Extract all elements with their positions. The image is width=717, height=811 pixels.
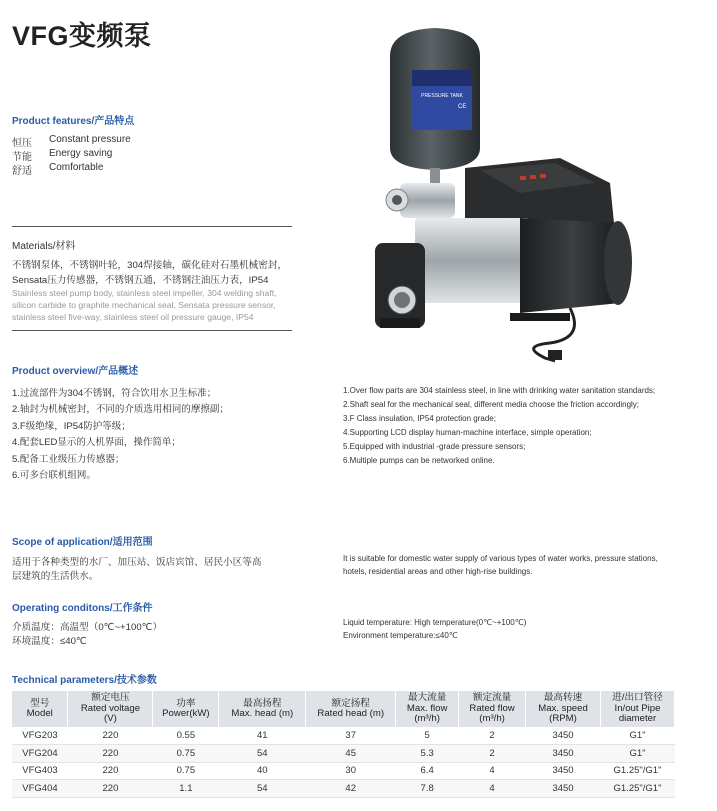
params-table	[12, 691, 675, 798]
scope-cn-line: 适用于各种类型的水厂、加压站、饭店宾馆、居民小区等高	[12, 557, 262, 568]
scope-en-line: It is suitable for domestic water supply of various types of water works, pressure stations,	[343, 554, 658, 563]
feature-cn: 节能	[12, 152, 32, 163]
column-header: 最大流量 Max. flow (m³/h)	[396, 691, 459, 727]
svg-text:CE: CE	[458, 104, 467, 110]
overview-en-item: 3.F Class insulation, IP54 protection grade;	[343, 414, 496, 423]
column-header: 最高转速 Max. speed (RPM)	[526, 691, 601, 727]
cell: G1.25"/G1"	[600, 780, 674, 798]
cell: G1.25"/G1"	[600, 762, 674, 780]
cell: 2	[459, 745, 526, 763]
overview-heading: Product overview/产品概述	[12, 366, 139, 377]
operating-cn-line: 环境温度：≤40℃	[12, 636, 87, 647]
feature-en: Energy saving	[49, 148, 113, 159]
feature-en: Constant pressure	[49, 134, 131, 145]
table-row	[12, 780, 675, 798]
pump-body	[415, 218, 530, 303]
svg-text:PRESSURE TANK: PRESSURE TANK	[421, 93, 463, 99]
cell: 45	[306, 745, 396, 763]
feature-cn: 舒适	[12, 166, 32, 177]
cell: 41	[219, 727, 306, 745]
cell: VFG403	[12, 762, 68, 780]
cell: 0.75	[153, 762, 219, 780]
cell: 7.8	[396, 780, 459, 798]
operating-en-line: Environment temperature:≤40℃	[343, 631, 458, 640]
materials-en-line: silicon carbide to graphite mechanical seal, Sensata pressure sensor,	[12, 300, 276, 310]
overview-cn-item: 6.可多台联机组网。	[12, 470, 96, 481]
feature-item	[12, 148, 112, 163]
cell: 3450	[526, 762, 601, 780]
cell: 3450	[526, 727, 601, 745]
cell: G1"	[600, 745, 674, 763]
features-heading: Product features/产品特点	[12, 116, 135, 127]
divider	[12, 226, 292, 227]
overview-en-item: 2.Shaft seal for the mechanical seal, different media choose the friction accordingly;	[343, 400, 640, 409]
overview-en-item: 1.Over flow parts are 304 stainless steel, in line with drinking water sanitation standards;	[343, 386, 656, 395]
cell: VFG203	[12, 727, 68, 745]
materials-heading: Materials/材料	[12, 241, 76, 252]
cell: 220	[68, 745, 153, 763]
table-row	[12, 745, 675, 763]
column-header: 额定流量 Rated flow (m³/h)	[459, 691, 526, 727]
cell: 54	[219, 780, 306, 798]
materials-cn-line: Sensata压力传感器，不锈钢五通，不锈钢注油压力表，IP54	[12, 275, 269, 286]
divider	[12, 330, 292, 331]
column-header: 额定电压 Rated voltage (V)	[68, 691, 153, 727]
cell: 2	[459, 727, 526, 745]
cell: 37	[306, 727, 396, 745]
cell: 3450	[526, 745, 601, 763]
cell: 0.55	[153, 727, 219, 745]
overview-cn-item: 4.配套LED显示的人机界面，操作简单；	[12, 437, 181, 448]
cell: 3450	[526, 780, 601, 798]
operating-en-line: Liquid temperature: High temperature(0℃~+100℃)	[343, 618, 527, 627]
materials-en-line: stainless steel five-way, stainless steel oil pressure gauge, IP54	[12, 312, 254, 322]
cell: G1"	[600, 727, 674, 745]
cell: 5	[396, 727, 459, 745]
cell: VFG204	[12, 745, 68, 763]
table-row	[12, 762, 675, 780]
column-header: 功率 Power(kW)	[153, 691, 219, 727]
cell: 5.3	[396, 745, 459, 763]
overview-cn-item: 5.配备工业级压力传感器；	[12, 454, 125, 465]
operating-heading: Operating conditons/工作条件	[12, 603, 153, 614]
cell: 220	[68, 780, 153, 798]
table-header-row	[12, 691, 675, 727]
scope-en-line: hotels, residential areas and other high-rise buildings.	[343, 567, 533, 576]
scope-cn-line: 层建筑的生活供水。	[12, 571, 99, 582]
materials-en-line: Stainless steel pump body, stainless steel impeller, 304 welding shaft,	[12, 288, 277, 298]
cell: 40	[219, 762, 306, 780]
operating-cn-line: 介质温度：高温型（0℃~+100℃）	[12, 622, 163, 633]
overview-en-item: 4.Supporting LCD display human-machine interface, simple operation;	[343, 428, 592, 437]
cell: 4	[459, 762, 526, 780]
materials-cn-line: 不锈钢泵体，不锈钢叶轮，304焊接轴，碳化硅对石墨机械密封，	[12, 260, 288, 271]
cell: 6.4	[396, 762, 459, 780]
cell: 42	[306, 780, 396, 798]
page-title: VFG变频泵	[12, 21, 152, 51]
cell: 4	[459, 780, 526, 798]
column-header: 进/出口管径 In/out Pipe diameter	[600, 691, 674, 727]
feature-cn: 恒压	[12, 138, 32, 149]
cell: 0.75	[153, 745, 219, 763]
overview-cn-item: 2.轴封为机械密封，不同的介质选用相同的摩擦副；	[12, 404, 229, 415]
cell: 1.1	[153, 780, 219, 798]
cell: VFG404	[12, 780, 68, 798]
product-image	[370, 18, 640, 363]
column-header: 额定扬程 Rated head (m)	[306, 691, 396, 727]
column-header: 型号 Model	[12, 691, 68, 727]
table-row	[12, 727, 675, 745]
scope-heading: Scope of application/适用范围	[12, 537, 153, 548]
column-header: 最高扬程 Max. head (m)	[219, 691, 306, 727]
overview-en-item: 5.Equipped with industrial -grade pressure sensors;	[343, 442, 526, 451]
overview-en-item: 6.Multiple pumps can be networked online.	[343, 456, 495, 465]
overview-cn-item: 3.F级绝缘，IP54防护等级；	[12, 421, 131, 432]
params-heading: Technical parameters/技术参数	[12, 675, 157, 686]
overview-cn-item: 1.过流部件为304不锈钢，符合饮用水卫生标准；	[12, 388, 217, 399]
feature-item	[12, 162, 103, 177]
feature-en: Comfortable	[49, 162, 104, 173]
cell: 220	[68, 762, 153, 780]
feature-item	[12, 134, 131, 149]
cell: 30	[306, 762, 396, 780]
cell: 54	[219, 745, 306, 763]
cell: 220	[68, 727, 153, 745]
